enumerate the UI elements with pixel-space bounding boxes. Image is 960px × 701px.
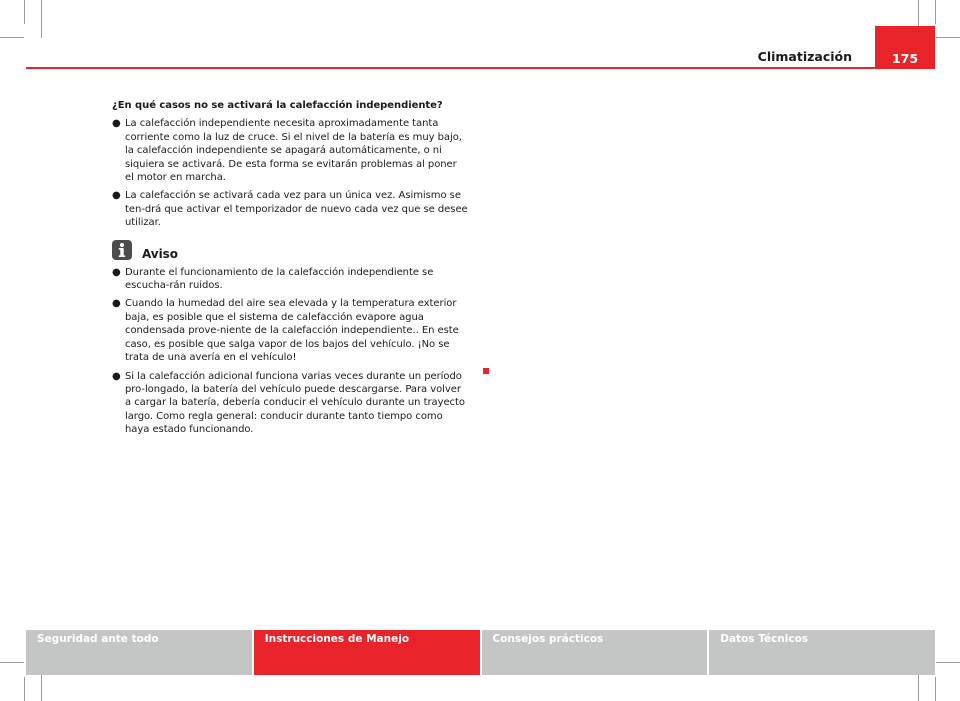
crop-mark	[24, 0, 25, 24]
crop-mark	[935, 0, 936, 24]
question-heading: ¿En qué casos no se activará la calefacción independiente?	[112, 100, 443, 111]
list-item-text: Durante el funcionamiento de la calefacción independiente se escucha-rán ruidos.	[125, 266, 434, 292]
bullet-icon: ●	[112, 190, 121, 202]
crop-mark	[935, 677, 936, 701]
tab-seguridad[interactable]	[26, 630, 252, 675]
bullet-icon: ●	[112, 118, 121, 130]
crop-mark	[936, 37, 960, 38]
tab-label: Datos Técnicos	[720, 633, 809, 645]
page-content	[112, 99, 468, 442]
list-item-text: La calefacción independiente necesita aproximadamente tanta corriente como la luz de cruce. Si el nivel de la batería es muy bajo, la calefacción independiente se apagará automáticamente, o ni siquiera se activará. De esta forma se evitarán problemas al poner el motor en marcha.	[125, 118, 462, 184]
tab-consejos[interactable]	[482, 630, 708, 675]
note-label: Aviso	[142, 246, 178, 261]
list-item	[112, 117, 468, 184]
info-i-icon	[112, 240, 132, 260]
bullet-icon: ●	[112, 370, 121, 382]
crop-mark	[936, 662, 960, 663]
list-item	[112, 189, 468, 229]
page-number	[875, 26, 935, 68]
footer-navigation	[26, 630, 935, 675]
list-item	[112, 266, 468, 293]
end-of-section-marker	[483, 368, 489, 374]
tab-instrucciones[interactable]	[254, 630, 480, 675]
list-item-text: La calefacción se activará cada vez para un única vez. Asimismo se ten-drá que activar el temporizador de nuevo cada vez que se desee utilizar.	[125, 190, 468, 229]
crop-mark	[41, 0, 42, 38]
crop-mark	[0, 662, 24, 663]
tab-label: Consejos prácticos	[492, 633, 604, 645]
crop-mark	[24, 677, 25, 701]
bullet-icon: ●	[112, 266, 121, 278]
tab-datos-tecnicos[interactable]	[709, 630, 935, 675]
list-item-text: Si la calefacción adicional funciona varias veces durante un período pro-longado, la batería del vehículo puede descargarse. Para volver a cargar la batería, debería conducir el vehículo durante un trayecto largo. Como regla general: conducir durante tanto tiempo como haya estado funcionando.	[125, 370, 465, 436]
list-item	[112, 370, 468, 437]
section-title: Climatización	[757, 49, 852, 64]
header-rule	[26, 67, 935, 69]
list-item	[112, 297, 468, 364]
note-header	[112, 240, 468, 260]
page-number-text: 175	[891, 51, 919, 66]
list-item-text: Cuando la humedad del aire sea elevada y la temperatura exterior baja, es posible que el sistema de calefacción evapore agua condensada prove-niente de la calefacción independiente.. En este caso, es posible que salga vapor de los bajos del vehículo. ¡No se trata de una avería en el vehículo!	[125, 298, 459, 364]
crop-mark	[0, 37, 24, 38]
tab-label: Instrucciones de Manejo	[264, 633, 410, 645]
bullet-icon: ●	[112, 298, 121, 310]
tab-label: Seguridad ante todo	[37, 633, 159, 645]
